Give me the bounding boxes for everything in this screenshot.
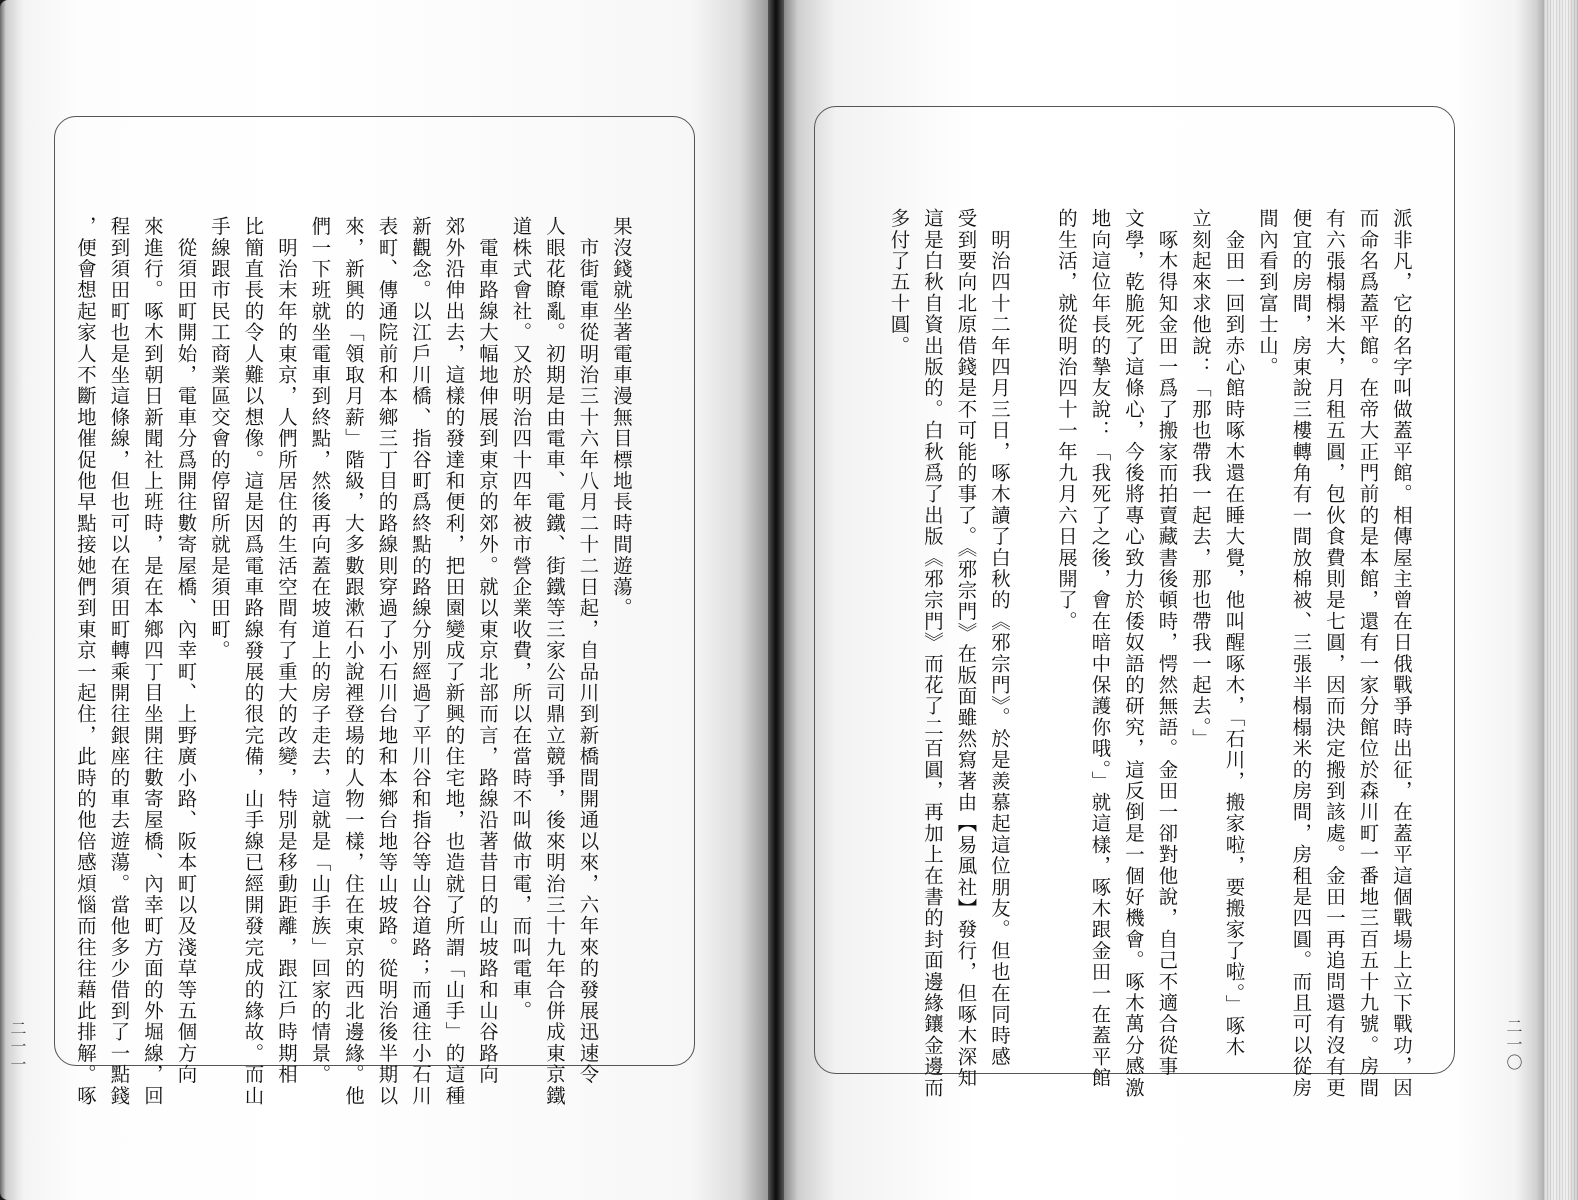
left-page-text <box>69 216 639 1106</box>
left-page-number: 二一一 <box>8 1020 27 1074</box>
text-column: 地向這位年長的摯友說：「我死了之後，會在暗中保護你哦。」就這樣，啄木跟金田一在蓋平館 <box>1088 208 1112 1089</box>
text-column: 表町、傳通院前和本鄉三丁目的路線則穿過了小石川台地和本鄉台地等山坡路。從明治後半期以 <box>375 216 399 1107</box>
text-column: 有六張榻榻米大，月租五圓，包伙食費則是七圓，因而決定搬到該處。金田一再追問還有沒有更 <box>1323 208 1346 1099</box>
left-page <box>0 0 776 1200</box>
text-column: 人眼花瞭亂。初期是由電車、電鐵、街鐵等三家公司鼎立競爭，後來明治三十九年合併成東京鐵 <box>543 216 566 1107</box>
page-edges <box>1544 0 1578 1200</box>
text-column: 間內看到富士山。 <box>1256 208 1279 378</box>
text-column: 這是白秋自資出版的。白秋爲了出版《邪宗門》而花了二百圓，再加上在書的封面邊緣鑲金邊而 <box>921 208 944 1099</box>
right-page-text <box>882 208 1418 1098</box>
text-column: 明治末年的東京，人們所居住的生活空間有了重大的改變，特別是移動距離，跟江戶時期相 <box>275 216 298 1086</box>
right-page <box>776 0 1578 1200</box>
text-column: 比簡直長的令人難以想像。這是因爲電車路線發展的很完備，山手線已經開發完成的緣故。而山 <box>241 216 265 1107</box>
book-spine <box>768 0 784 1200</box>
right-page-number: 二一〇 <box>1504 1018 1523 1072</box>
text-column: 們一下班就坐電車到終點，然後再向蓋在坡道上的房子走去，這就是「山手族」回家的情景。 <box>308 216 332 1086</box>
text-column: 手線跟市民工商業區交會的停留所就是須田町。 <box>208 216 231 662</box>
text-column: 明治四十二年四月三日，啄木讀了白秋的《邪宗門》。於是羨慕起這位朋友。但也在同時感 <box>988 208 1011 1068</box>
text-column: 程到須田町也是坐這條線，但也可以在須田町轉乘開往銀座的車去遊蕩。當他多少借到了一點錢 <box>107 216 131 1107</box>
text-column: 來，新興的「領取月薪」階級，大多數跟漱石小說裡登場的人物一樣，住在東京的西北邊緣。他 <box>342 216 365 1107</box>
text-column: 新觀念。以江戶川橋、指谷町爲終點的路線分別經過了平川谷和指谷等山谷道路；而通往小石川 <box>409 216 432 1107</box>
text-column: 受到要向北原借錢是不可能的事了。《邪宗門》在版面雖然寫著由【易風社】發行，但啄木深知 <box>954 208 978 1089</box>
text-column: 來進行。啄木到朝日新聞社上班時，是在本鄉四丁目坐開往數寄屋橋、內幸町方面的外堀線，回 <box>141 216 164 1107</box>
text-column: ，便會想起家人不斷地催促他早點接她們到東京一起住，此時的他倍感煩惱而往往藉此排解。啄 <box>74 216 97 1107</box>
text-column: 果沒錢就坐著電車漫無目標地長時間遊蕩。 <box>610 216 633 619</box>
text-column: 的生活，就從明治四十一年九月六日展開了。 <box>1055 208 1078 632</box>
text-column: 派非凡，它的名字叫做蓋平館。相傳屋主曾在日俄戰爭時出征，在蓋平這個戰場上立下戰功，因 <box>1390 208 1413 1099</box>
text-column: 多付了五十圓。 <box>887 208 911 357</box>
text-column: 金田一回到赤心館時啄木還在睡大覺，他叫醒啄木，「石川，搬家啦，要搬家了啦。」啄木 <box>1222 208 1246 1058</box>
text-column: 道株式會社。又於明治四十四年被市營企業收費，所以在當時不叫做市電，而叫電車。 <box>509 216 533 1022</box>
text-column: 便宜的房間，房東說三樓轉角有一間放棉被、三張半榻榻米的房間，房租是四圓。而且可以從房 <box>1289 208 1313 1099</box>
text-column: 郊外沿伸出去，這樣的發達和便利，把田園變成了新興的住宅地，也造就了所謂「山手」的這種 <box>442 216 466 1107</box>
text-column: 市街電車從明治三十六年八月二十二日起，自品川到新橋間開通以來，六年來的發展迅速令 <box>576 216 600 1086</box>
text-column: 從須田町開始，電車分爲開往數寄屋橋、內幸町、上野廣小路、阪本町以及淺草等五個方向 <box>174 216 198 1086</box>
text-column: 而命名爲蓋平館。在帝大正門前的是本館，還有一家分館位於森川町一番地三百五十九號。房間 <box>1356 208 1380 1099</box>
text-column: 啄木得知金田一爲了搬家而拍賣藏書後頓時，愕然無語。金田一卻對他說，自己不適合從事 <box>1155 208 1179 1078</box>
text-column: 電車路線大幅地伸展到東京的郊外。就以東京北部而言，路線沿著昔日的山坡路和山谷路向 <box>476 216 499 1086</box>
text-column: 立刻起來求他說：「那也帶我一起去，那也帶我一起去。」 <box>1189 208 1212 750</box>
text-column: 文學，乾脆死了這條心，今後將專心致力於倭奴語的研究，這反倒是一個好機會。啄木萬分感激 <box>1122 208 1145 1099</box>
